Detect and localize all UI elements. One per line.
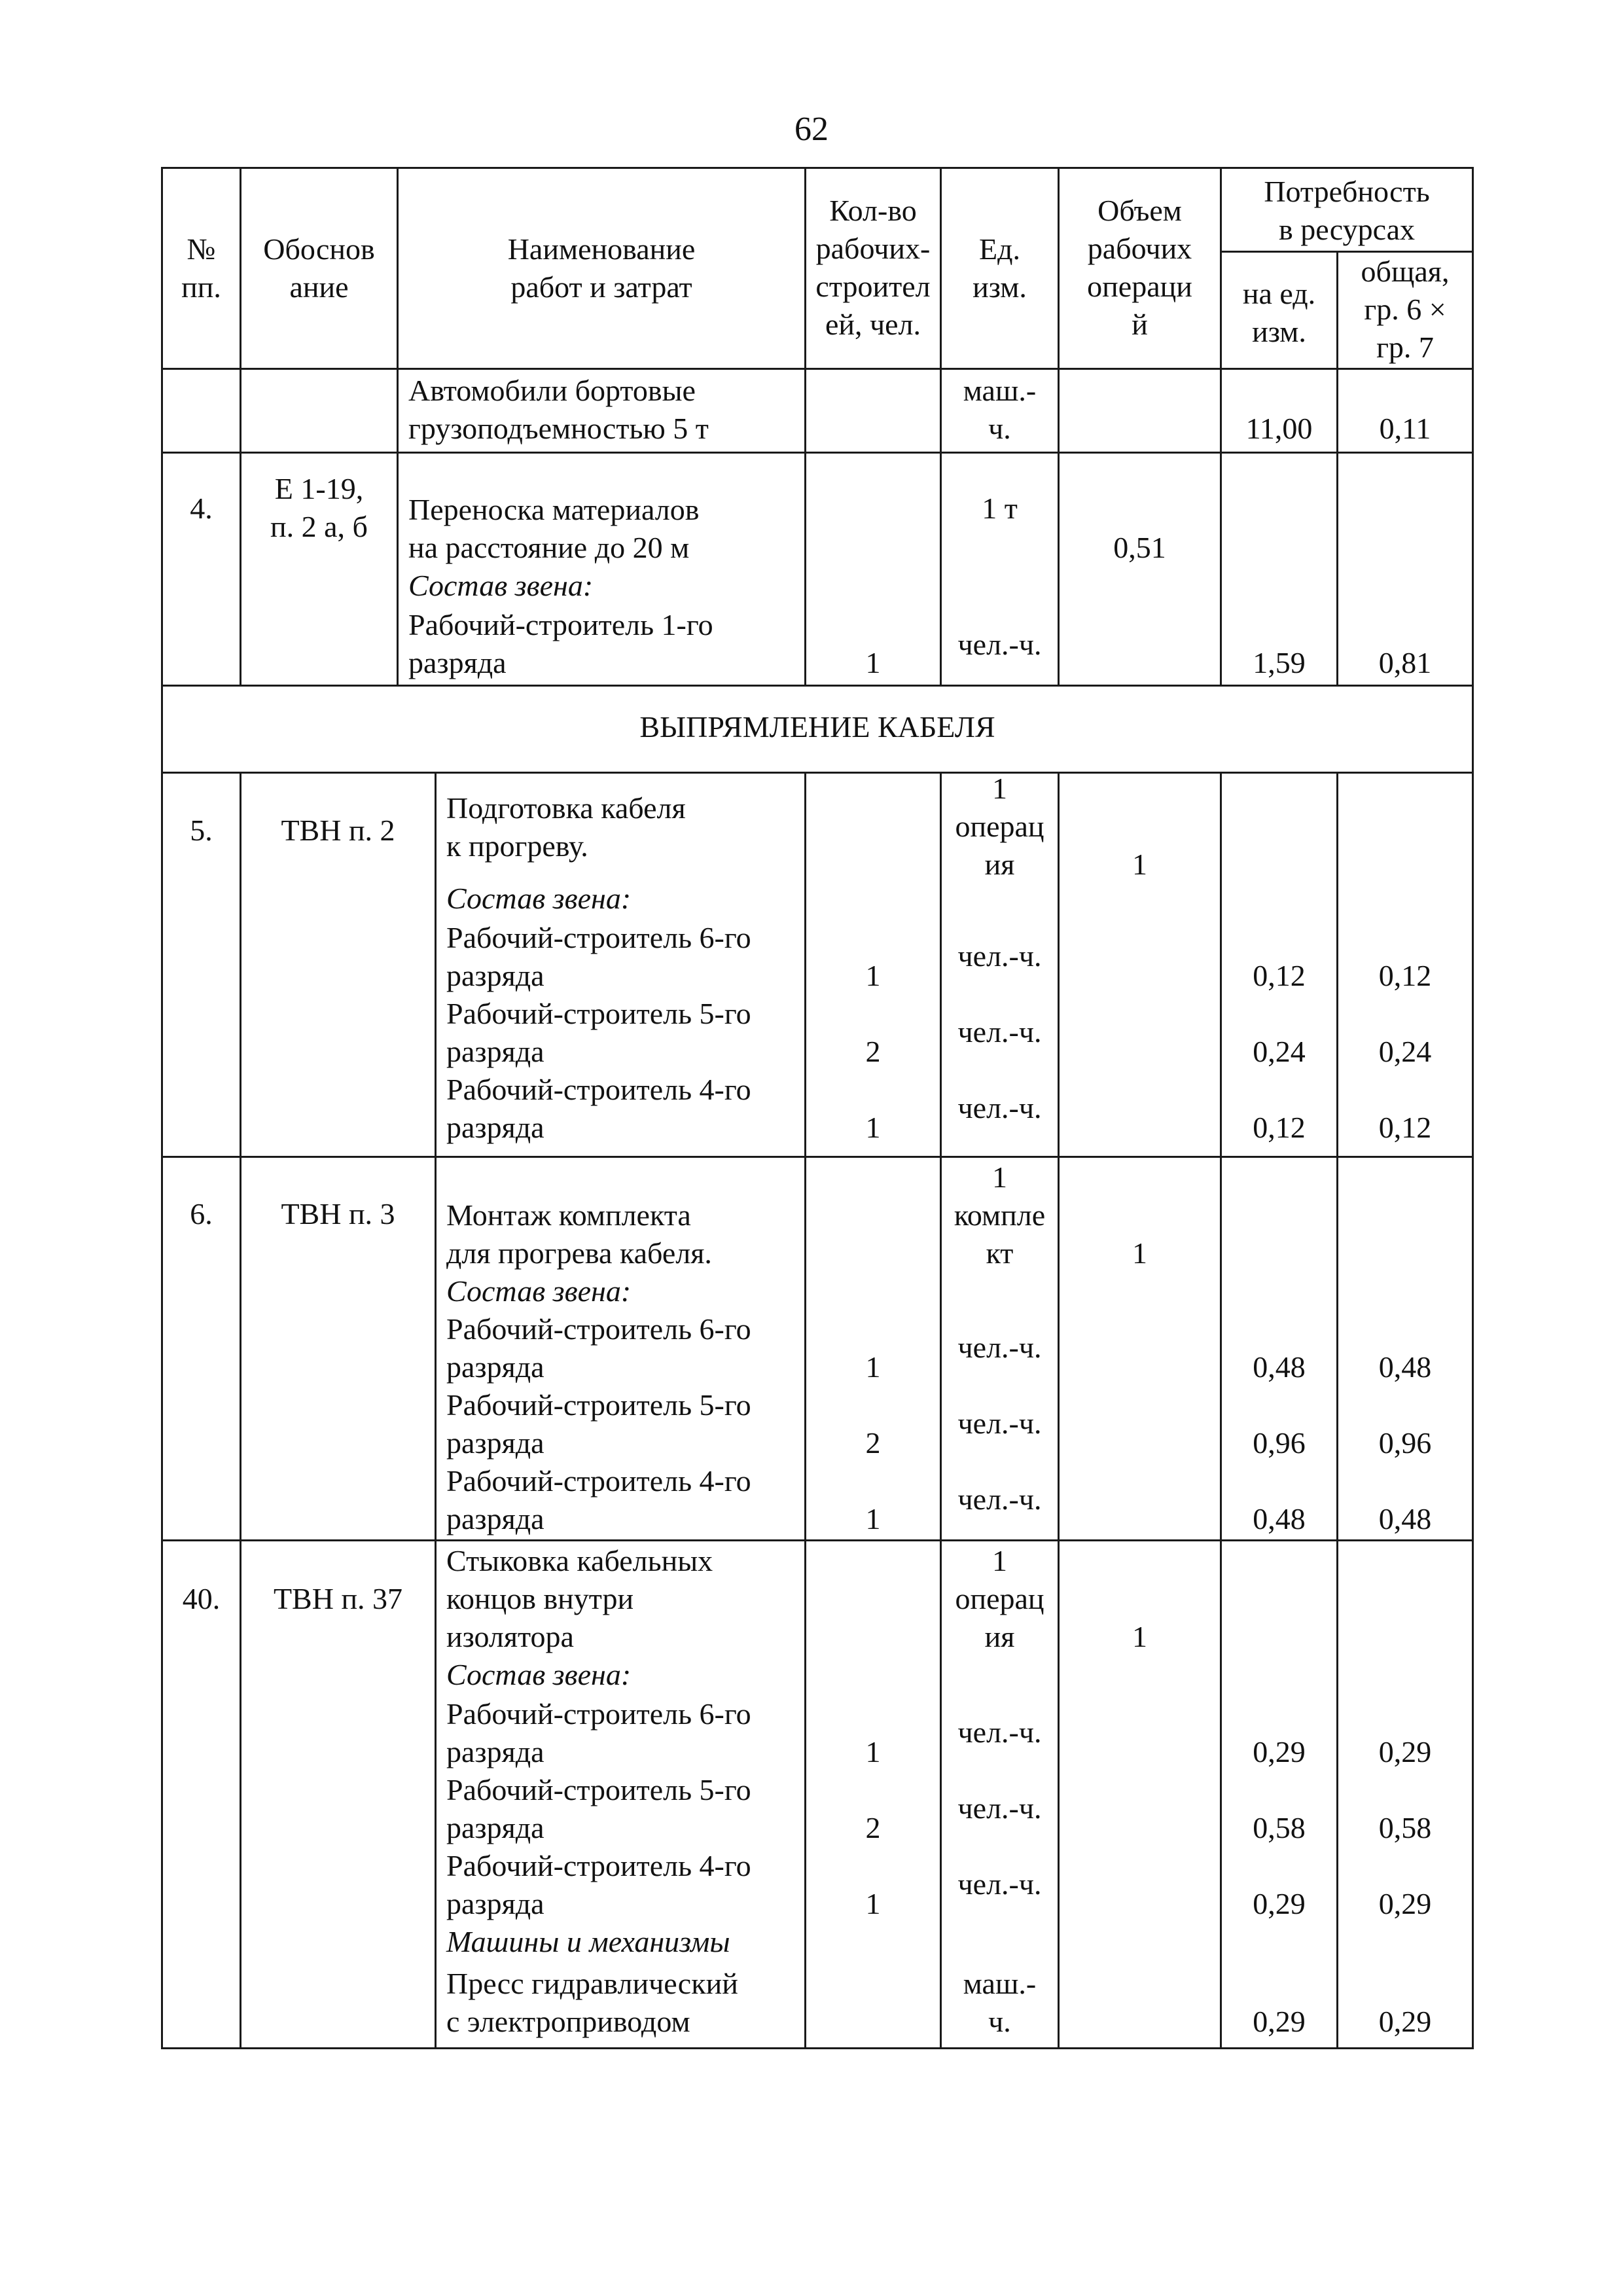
row5-bottom-rule [161,1156,1474,1158]
row5-worker2-line1: Рабочий-строитель 5-го [446,997,751,1030]
table-right-border [1472,167,1474,2049]
row5-worker1-total: 0,12 [1378,959,1432,992]
row40-num: 40. [182,1582,221,1615]
row4-total: 0,81 [1378,646,1432,679]
row6-worker1-line1: Рабочий-строитель 6-го [446,1312,751,1346]
table-top-border [161,167,1474,169]
row6-worker3-unit: чел.-ч. [957,1482,1042,1516]
row4-count: 1 [865,646,881,679]
row5-worker3-total: 0,12 [1378,1111,1432,1144]
header-total-line2: гр. 6 × [1364,293,1446,326]
header-basis-line2: ание [289,270,349,304]
row40-worker1-per-unit: 0,29 [1253,1735,1306,1768]
row40-machines-label: Машины и механизмы [446,1925,730,1958]
row40-name-line2: концов внутри [446,1582,634,1615]
row5-worker1-per-unit: 0,12 [1253,959,1306,992]
row40-worker2-line1: Рабочий-строитель 5-го [446,1773,751,1806]
table-left-border [161,167,163,2049]
row5-worker2-count: 2 [865,1035,881,1068]
row40-worker1-unit: чел.-ч. [957,1715,1042,1749]
row5-worker1-line1: Рабочий-строитель 6-го [446,921,751,954]
row5-worker3-line1: Рабочий-строитель 4-го [446,1073,751,1106]
row4-worker-line1: Рабочий-строитель 1-го [408,608,713,641]
row5-worker1-count: 1 [865,959,881,992]
section-bottom-rule [161,772,1474,774]
row5-worker3-per-unit: 0,12 [1253,1111,1306,1144]
row5-name-line2: к прогреву. [446,829,588,863]
header-need-line1: Потребность [1264,175,1430,208]
table-bottom-border [161,2047,1474,2049]
row1-total: 0,11 [1379,412,1431,445]
row4-name-line1: Переноска материалов [408,493,700,526]
row40-worker2-line2: разряда [446,1811,544,1844]
header-workers-line1: Кол-во [829,194,917,227]
row4-name-line2: на расстояние до 20 м [408,531,690,564]
row40-machine-unit-line2: ч. [988,2005,1011,2038]
header-num-line1: № [187,232,216,266]
row5-basis: ТВН п. 2 [281,814,395,847]
row40-name-line3: изолятора [446,1620,574,1653]
row6-crew-label: Состав звена: [446,1274,632,1308]
row40-worker1-line1: Рабочий-строитель 6-го [446,1697,751,1731]
row6-worker2-per-unit: 0,96 [1253,1426,1306,1460]
row6-unit-line2: компле [954,1198,1046,1232]
header-unit-line1: Ед. [978,232,1020,266]
row5-volume: 1 [1132,848,1147,881]
row40-basis: ТВН п. 37 [273,1582,403,1615]
row40-worker2-unit: чел.-ч. [957,1791,1042,1825]
row40-volume: 1 [1132,1620,1147,1653]
row40-worker1-line2: разряда [446,1735,544,1768]
row6-worker2-line1: Рабочий-строитель 5-го [446,1388,751,1422]
header-name-line1: Наименование [507,232,696,266]
row4-per-unit: 1,59 [1253,646,1306,679]
row6-basis: ТВН п. 3 [281,1197,395,1230]
row6-num: 6. [190,1197,213,1230]
row6-name-line1: Монтаж комплекта [446,1198,691,1232]
row6-worker2-line2: разряда [446,1426,544,1460]
row40-worker3-line2: разряда [446,1887,544,1920]
row40-worker2-total: 0,58 [1378,1811,1432,1844]
row1-unit-line1: маш.- [963,374,1037,407]
row1-unit-line2: ч. [988,412,1011,445]
row5-worker3-line2: разряда [446,1111,544,1144]
row5-worker2-unit: чел.-ч. [957,1015,1042,1049]
row5-worker2-total: 0,24 [1378,1035,1432,1068]
row40-worker3-count: 1 [865,1887,881,1920]
row5-worker3-count: 1 [865,1111,881,1144]
row5-worker2-per-unit: 0,24 [1253,1035,1306,1068]
header-volume-line3: операци [1087,270,1192,303]
col-name-rule-bottom [435,772,437,2049]
row4-bottom-rule [161,685,1474,687]
row6-worker1-count: 1 [865,1350,881,1384]
header-workers-line3: строител [815,270,931,303]
header-volume-line1: Объем [1097,194,1182,227]
header-total-line1: общая, [1361,255,1450,288]
header-workers-line2: рабочих- [815,232,931,265]
col-basis-rule-bottom [240,772,241,2049]
row40-unit-line2: операц [955,1582,1044,1615]
row6-volume: 1 [1132,1236,1147,1270]
row6-worker1-unit: чел.-ч. [957,1331,1042,1364]
row5-worker1-line2: разряда [446,959,544,992]
row5-worker2-line2: разряда [446,1035,544,1068]
header-workers-line4: ей, чел. [825,308,921,341]
row4-worker-unit: чел.-ч. [957,628,1042,661]
row6-worker3-line1: Рабочий-строитель 4-го [446,1464,751,1498]
row5-unit-line1: 1 [992,772,1007,805]
row40-machine-per-unit: 0,29 [1253,2005,1306,2038]
row40-worker3-line1: Рабочий-строитель 4-го [446,1849,751,1882]
header-per-unit-line1: на ед. [1242,277,1316,310]
row40-worker2-count: 2 [865,1811,881,1844]
row40-crew-label: Состав звена: [446,1658,632,1691]
row4-basis-line1: Е 1-19, [274,472,364,505]
row6-worker3-per-unit: 0,48 [1253,1502,1306,1535]
row4-num: 4. [190,492,213,525]
row6-unit-line3: кт [986,1236,1014,1270]
row6-worker2-unit: чел.-ч. [957,1407,1042,1440]
row6-worker3-line2: разряда [446,1502,544,1535]
row5-num: 5. [190,814,213,847]
row40-worker3-unit: чел.-ч. [957,1867,1042,1901]
row4-crew-label: Состав звена: [408,569,594,602]
row5-unit-line3: ия [984,848,1015,881]
row5-worker1-unit: чел.-ч. [957,939,1042,973]
row40-unit-line3: ия [984,1620,1015,1653]
header-num-line2: пп. [181,270,221,304]
page-number: 62 [794,111,829,148]
row6-worker2-count: 2 [865,1426,881,1460]
header-volume-line4: й [1132,308,1148,341]
row1-name-line2: грузоподъемностью 5 т [408,412,709,445]
header-per-unit-line2: изм. [1252,315,1306,348]
row40-worker1-total: 0,29 [1378,1735,1432,1768]
row40-machine-line1: Пресс гидравлический [446,1967,738,2000]
row6-worker1-per-unit: 0,48 [1253,1350,1306,1384]
header-need-line2: в ресурсах [1279,213,1415,246]
row5-crew-label: Состав звена: [446,882,632,915]
row4-unit: 1 т [982,492,1018,525]
row6-name-line2: для прогрева кабеля. [446,1236,712,1270]
row40-machine-total: 0,29 [1378,2005,1432,2038]
row6-worker1-line2: разряда [446,1350,544,1384]
header-total-line3: гр. 7 [1376,331,1434,364]
row40-machine-unit-line1: маш.- [963,1967,1037,2000]
row6-bottom-rule [161,1539,1474,1541]
row4-volume: 0,51 [1113,531,1166,564]
row6-worker1-total: 0,48 [1378,1350,1432,1384]
row40-worker2-per-unit: 0,58 [1253,1811,1306,1844]
section-title: ВЫПРЯМЛЕНИЕ КАБЕЛЯ [639,710,995,744]
header-basis-line1: Обоснов [263,232,375,266]
row5-worker3-unit: чел.-ч. [957,1091,1042,1124]
row5-unit-line2: операц [955,810,1044,843]
row1-bottom-rule [161,452,1474,454]
header-name-line2: работ и затрат [510,270,692,304]
row1-name-line1: Автомобили бортовые [408,374,696,407]
row40-machine-line2: с электроприводом [446,2005,690,2038]
row6-worker3-total: 0,48 [1378,1502,1432,1535]
header-bottom-rule [161,368,1474,370]
row4-worker-line2: разряда [408,646,507,679]
header-volume-line2: рабочих [1087,232,1192,265]
row40-unit-line1: 1 [992,1544,1007,1577]
row6-worker2-total: 0,96 [1378,1426,1432,1460]
col-volume-rule-bottom [1058,772,1060,2049]
row5-name-line1: Подготовка кабеля [446,791,686,825]
header-unit-line2: изм. [972,270,1027,304]
row4-basis-line2: п. 2 а, б [270,510,368,543]
row40-name-line1: Стыковка кабельных [446,1544,713,1577]
row40-worker3-total: 0,29 [1378,1887,1432,1920]
row40-worker1-count: 1 [865,1735,881,1768]
row40-worker3-per-unit: 0,29 [1253,1887,1306,1920]
row1-per-unit: 11,00 [1245,412,1313,445]
row6-worker3-count: 1 [865,1502,881,1535]
row6-unit-line1: 1 [992,1160,1007,1194]
